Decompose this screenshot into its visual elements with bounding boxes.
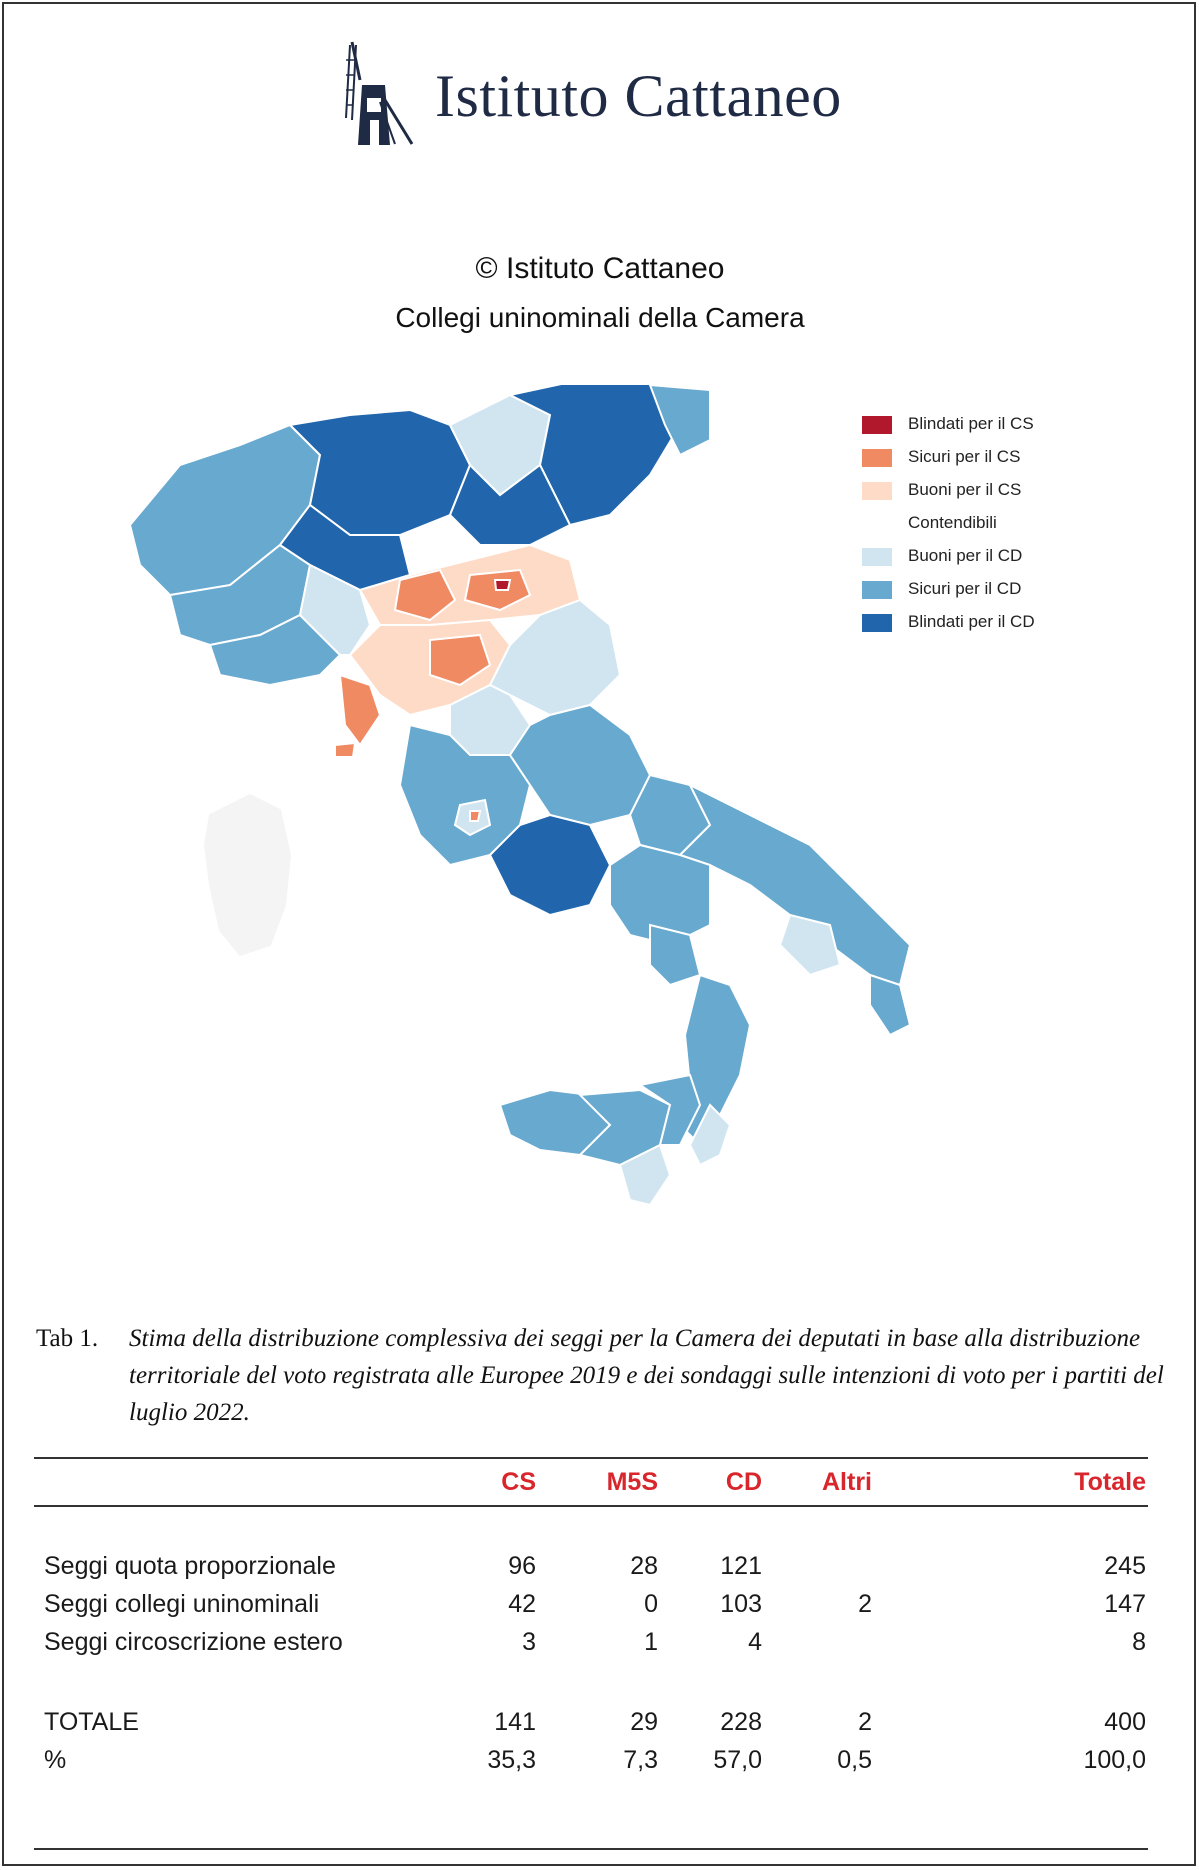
table-cell: 141 (494, 1708, 536, 1736)
table-cell: 2 (858, 1590, 872, 1618)
col-header-altri: Altri (822, 1468, 872, 1496)
map-legend (862, 412, 1092, 643)
table-bottom-rule (34, 1848, 1148, 1850)
legend-item (862, 610, 1092, 643)
table-cell: 103 (720, 1590, 762, 1618)
map-region-salento (870, 975, 910, 1035)
brand-header (340, 40, 940, 150)
table-cell: 7,3 (623, 1746, 658, 1774)
table-cell: 0,5 (837, 1746, 872, 1774)
legend-item (862, 445, 1092, 478)
map-region-bologna-core (495, 580, 510, 590)
map-region-roma-center (470, 811, 480, 821)
table-header-rule (34, 1505, 1148, 1507)
table-cell: 4 (748, 1628, 762, 1656)
table-cell: 3 (522, 1628, 536, 1656)
row-label: Seggi collegi uninominali (44, 1590, 320, 1618)
legend-label: Sicuri per il CS (908, 447, 1021, 466)
table-cell: 96 (508, 1552, 536, 1580)
legend-label: Blindati per il CS (908, 414, 1034, 433)
brand-name: Istituto Cattaneo (435, 63, 842, 129)
col-header-cs: CS (501, 1468, 536, 1496)
legend-swatch (862, 416, 892, 434)
legend-item (862, 412, 1092, 445)
caption-text: Stima della distribuzione complessiva dei seggi per la Camera dei deputati in base alla distribuzione territoriale del voto registrata alle Europee 2019 e dei sondaggi sulle intenzioni di voto per i partiti del luglio 2022. (129, 1325, 1164, 1426)
legend-swatch (862, 515, 892, 533)
table-top-rule (34, 1457, 1148, 1459)
table-cell: 28 (630, 1552, 658, 1580)
table-cell: 400 (1104, 1708, 1146, 1736)
row-label: Seggi quota proporzionale (44, 1552, 336, 1580)
table-cell: 147 (1104, 1590, 1146, 1618)
map-subtitle: Collegi uninominali della Camera (395, 302, 805, 333)
table-cell: 0 (644, 1590, 658, 1618)
table-cell: 228 (720, 1708, 762, 1736)
table-cell: 100,0 (1083, 1746, 1146, 1774)
table-cell: 1 (644, 1628, 658, 1656)
legend-item (862, 511, 1092, 544)
map-region-elba (335, 743, 355, 757)
legend-swatch (862, 482, 892, 500)
col-header-totale: Totale (1074, 1468, 1146, 1496)
col-header-m5s: M5S (606, 1468, 658, 1496)
caption-lead: Tab 1. (36, 1325, 99, 1352)
table-cell: 121 (720, 1552, 762, 1580)
map-title: © Istituto Cattaneo (475, 252, 725, 285)
legend-label: Contendibili (908, 513, 997, 532)
legend-item (862, 544, 1092, 577)
table-cell: 245 (1104, 1552, 1146, 1580)
legend-swatch (862, 548, 892, 566)
table-cell: 57,0 (713, 1746, 762, 1774)
col-header-cd: CD (725, 1468, 762, 1496)
legend-swatch (862, 581, 892, 599)
table-cell: 8 (1132, 1628, 1146, 1656)
map-region-abruzzo (510, 705, 650, 825)
windmill-logo-icon (340, 40, 420, 150)
legend-label: Sicuri per il CD (908, 579, 1022, 598)
table-cell: 42 (508, 1590, 536, 1618)
table-cell: 29 (630, 1708, 658, 1736)
legend-label: Buoni per il CS (908, 480, 1022, 499)
legend-item (862, 478, 1092, 511)
row-label: TOTALE (44, 1708, 139, 1736)
table-cell: 35,3 (487, 1746, 536, 1774)
map-region-sardegna (205, 795, 290, 955)
legend-item (862, 577, 1092, 610)
legend-label: Buoni per il CD (908, 546, 1023, 565)
table-cell: 2 (858, 1708, 872, 1736)
legend-label: Blindati per il CD (908, 612, 1035, 631)
row-label: % (44, 1746, 67, 1774)
legend-swatch (862, 449, 892, 467)
row-label: Seggi circoscrizione estero (44, 1628, 343, 1656)
legend-swatch (862, 614, 892, 632)
